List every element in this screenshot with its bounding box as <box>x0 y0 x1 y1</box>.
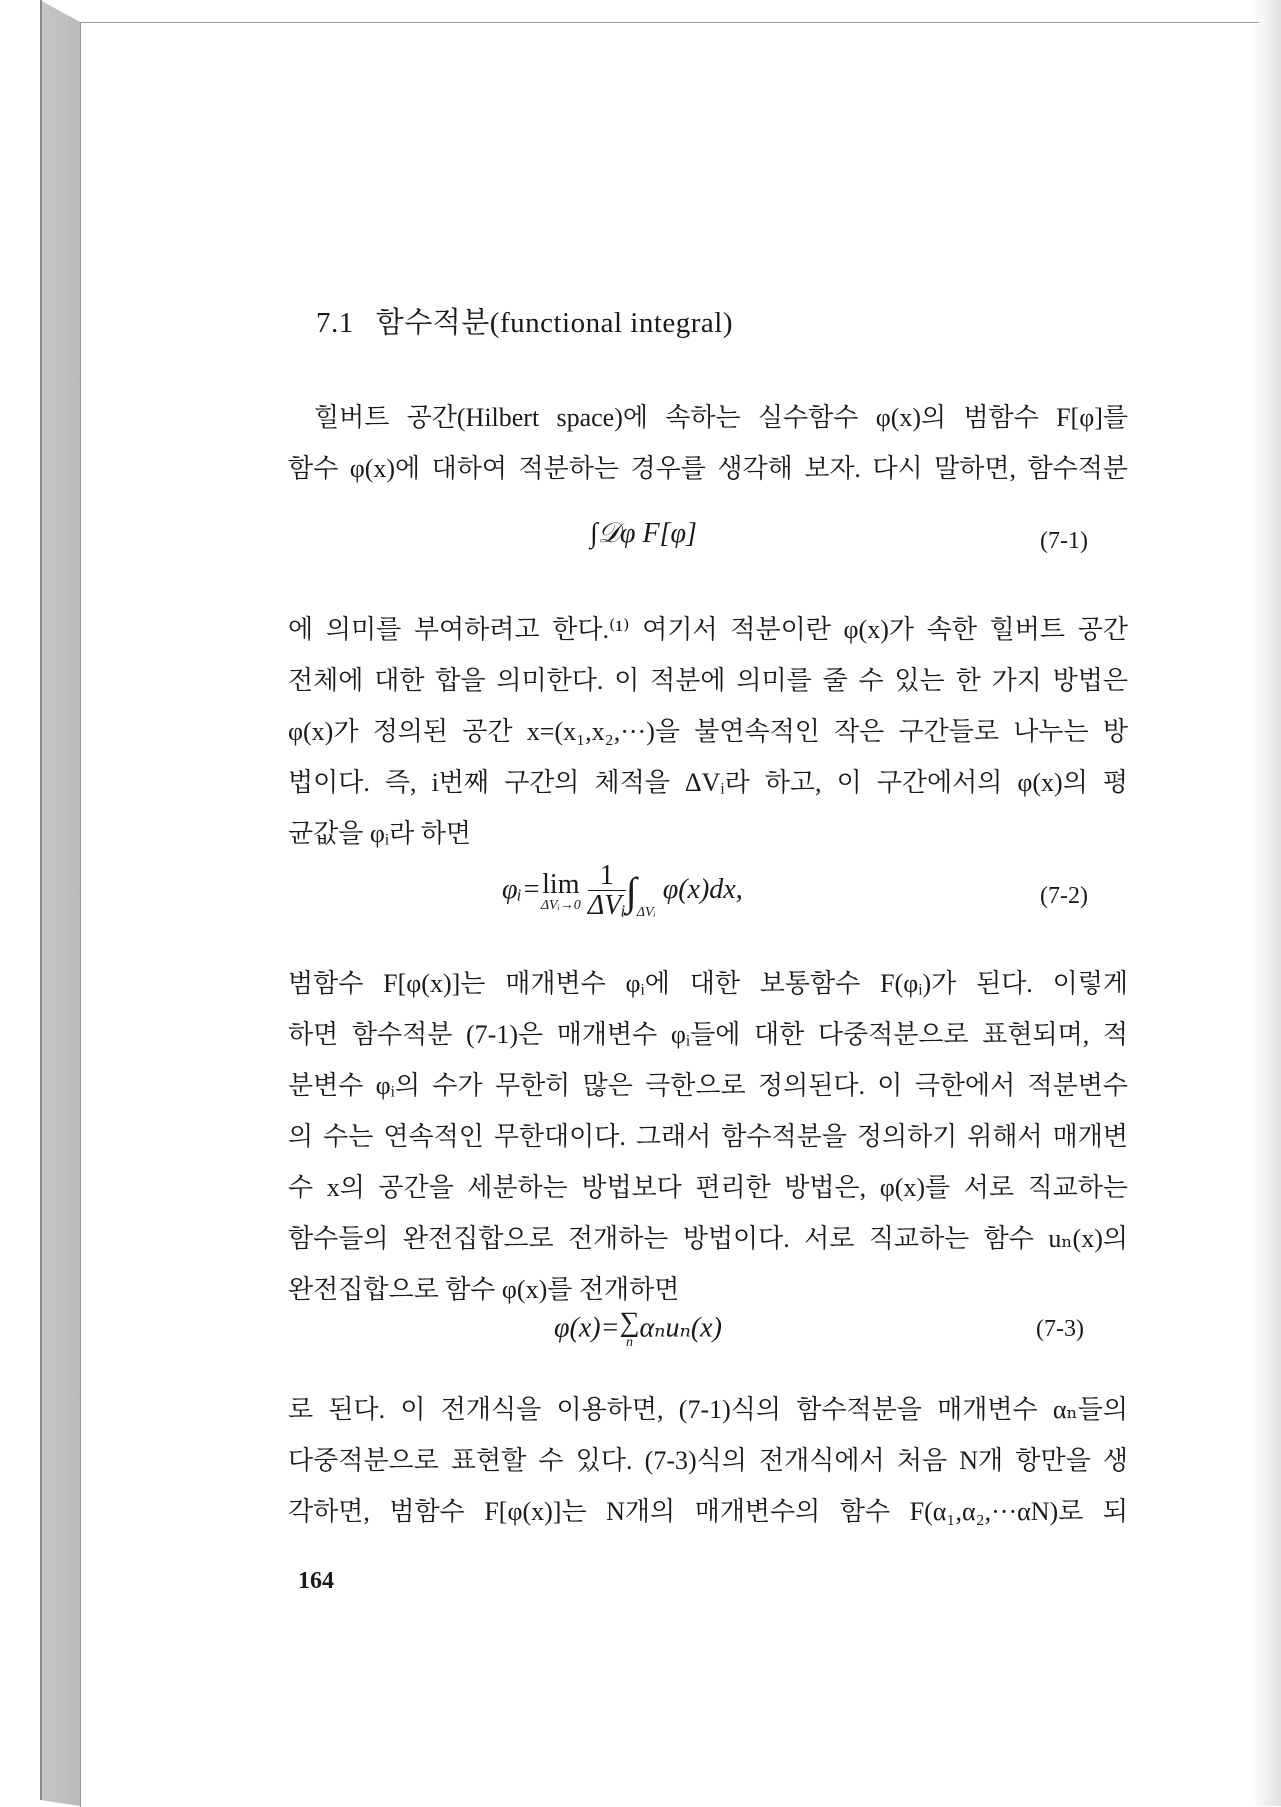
equation-number-7-3: (7-3) <box>1036 1316 1084 1342</box>
equation-7-1 <box>590 518 697 550</box>
eq-rhs: αₙuₙ(x) <box>639 1312 722 1344</box>
equation-number-7-2: (7-2) <box>1040 883 1088 909</box>
fraction <box>588 862 626 921</box>
eq-lhs: φ(x)= <box>554 1312 620 1344</box>
lim-subscript: ΔVᵢ→0 <box>540 897 581 913</box>
section-heading <box>316 300 733 341</box>
fraction-denominator: ΔVᵢ <box>587 890 626 921</box>
paragraph-3 <box>288 958 1128 1315</box>
eq-rhs: φ(x)dx, <box>662 873 743 905</box>
fraction-numerator: 1 <box>588 862 626 891</box>
sum-sign: ∑ <box>619 1307 640 1338</box>
text-line: 법이다. 즉, i번째 구간의 체적을 ΔVᵢ라 하고, 이 구간에서의 φ(x)의 평 <box>288 768 1128 797</box>
text-line: 로 된다. 이 전개식을 이용하면, (7-1)식의 함수적분을 매개변수 αₙ들의 <box>288 1395 1128 1424</box>
text-line: 함수 φ(x)에 대하여 적분하는 경우를 생각해 보자. 다시 말하면, 함수적분 <box>288 454 1128 483</box>
lim-text: lim <box>542 868 580 900</box>
paragraph-1 <box>288 392 1128 494</box>
text-line: 분변수 φᵢ의 수가 무한히 많은 극한으로 정의된다. 이 극한에서 적분변수 <box>288 1071 1128 1100</box>
equation-number-7-1: (7-1) <box>1040 528 1088 554</box>
text-line: 수 x의 공간을 세분하는 방법보다 편리한 방법은, φ(x)를 서로 직교하는 <box>288 1173 1128 1202</box>
summation <box>619 1307 640 1350</box>
spine-edge <box>40 0 42 1800</box>
eq-lhs: φᵢ= <box>502 873 541 905</box>
text-line: 범함수 F[φ(x)]는 매개변수 φᵢ에 대한 보통함수 F(φᵢ)가 된다. 이렇게 <box>288 969 1128 998</box>
equation-7-2 <box>502 862 743 921</box>
section-title: 함수적분(functional integral) <box>375 307 734 339</box>
text-line: 의 수는 연속적인 무한대이다. 그래서 함수적분을 정의하기 위해서 매개변 <box>288 1122 1128 1151</box>
paragraph-4 <box>288 1384 1128 1537</box>
equation-7-3 <box>554 1307 722 1350</box>
text-line: 각하면, 범함수 F[φ(x)]는 N개의 매개변수의 함수 F(α₁,α₂,···αN)로 되 <box>288 1497 1128 1526</box>
text-line: 에 의미를 부여하려고 한다.⁽¹⁾ 여기서 적분이란 φ(x)가 속한 힐버트 공간 <box>288 615 1128 644</box>
integral-sign: ∫ <box>625 869 637 914</box>
text-line: 함수들의 완전집합으로 전개하는 방법이다. 서로 직교하는 함수 uₙ(x)의 <box>288 1224 1128 1253</box>
text-line: 하면 함수적분 (7-1)은 매개변수 φᵢ들에 대한 다중적분으로 표현되며, 적 <box>288 1020 1128 1049</box>
integral-subscript: ΔVᵢ <box>636 904 656 920</box>
text-line: 다중적분으로 표현할 수 있다. (7-3)식의 전개식에서 처음 N개 항만을 생 <box>288 1446 1128 1475</box>
text-line: 전체에 대한 합을 의미한다. 이 적분에 의미를 줄 수 있는 한 가지 방법은 <box>288 666 1128 695</box>
section-number: 7.1 <box>316 307 354 339</box>
sum-subscript: n <box>625 1335 633 1350</box>
page-shadow <box>1253 0 1281 1806</box>
paragraph-2 <box>288 604 1128 859</box>
text-line: 균값을 φᵢ라 하면 <box>288 819 471 848</box>
equation-expr: ∫𝒟φ F[φ] <box>590 518 697 549</box>
page-number: 164 <box>298 1568 334 1594</box>
limit <box>540 868 581 913</box>
text-line: 완전집합으로 함수 φ(x)를 전개하면 <box>288 1275 680 1304</box>
text-line: φ(x)가 정의된 공간 x=(x₁,x₂,···)을 불연속적인 작은 구간들로 나누는 방 <box>288 717 1128 746</box>
text-line: 힐버트 공간(Hilbert space)에 속하는 실수함수 φ(x)의 범함수 F[φ]를 <box>314 403 1128 432</box>
